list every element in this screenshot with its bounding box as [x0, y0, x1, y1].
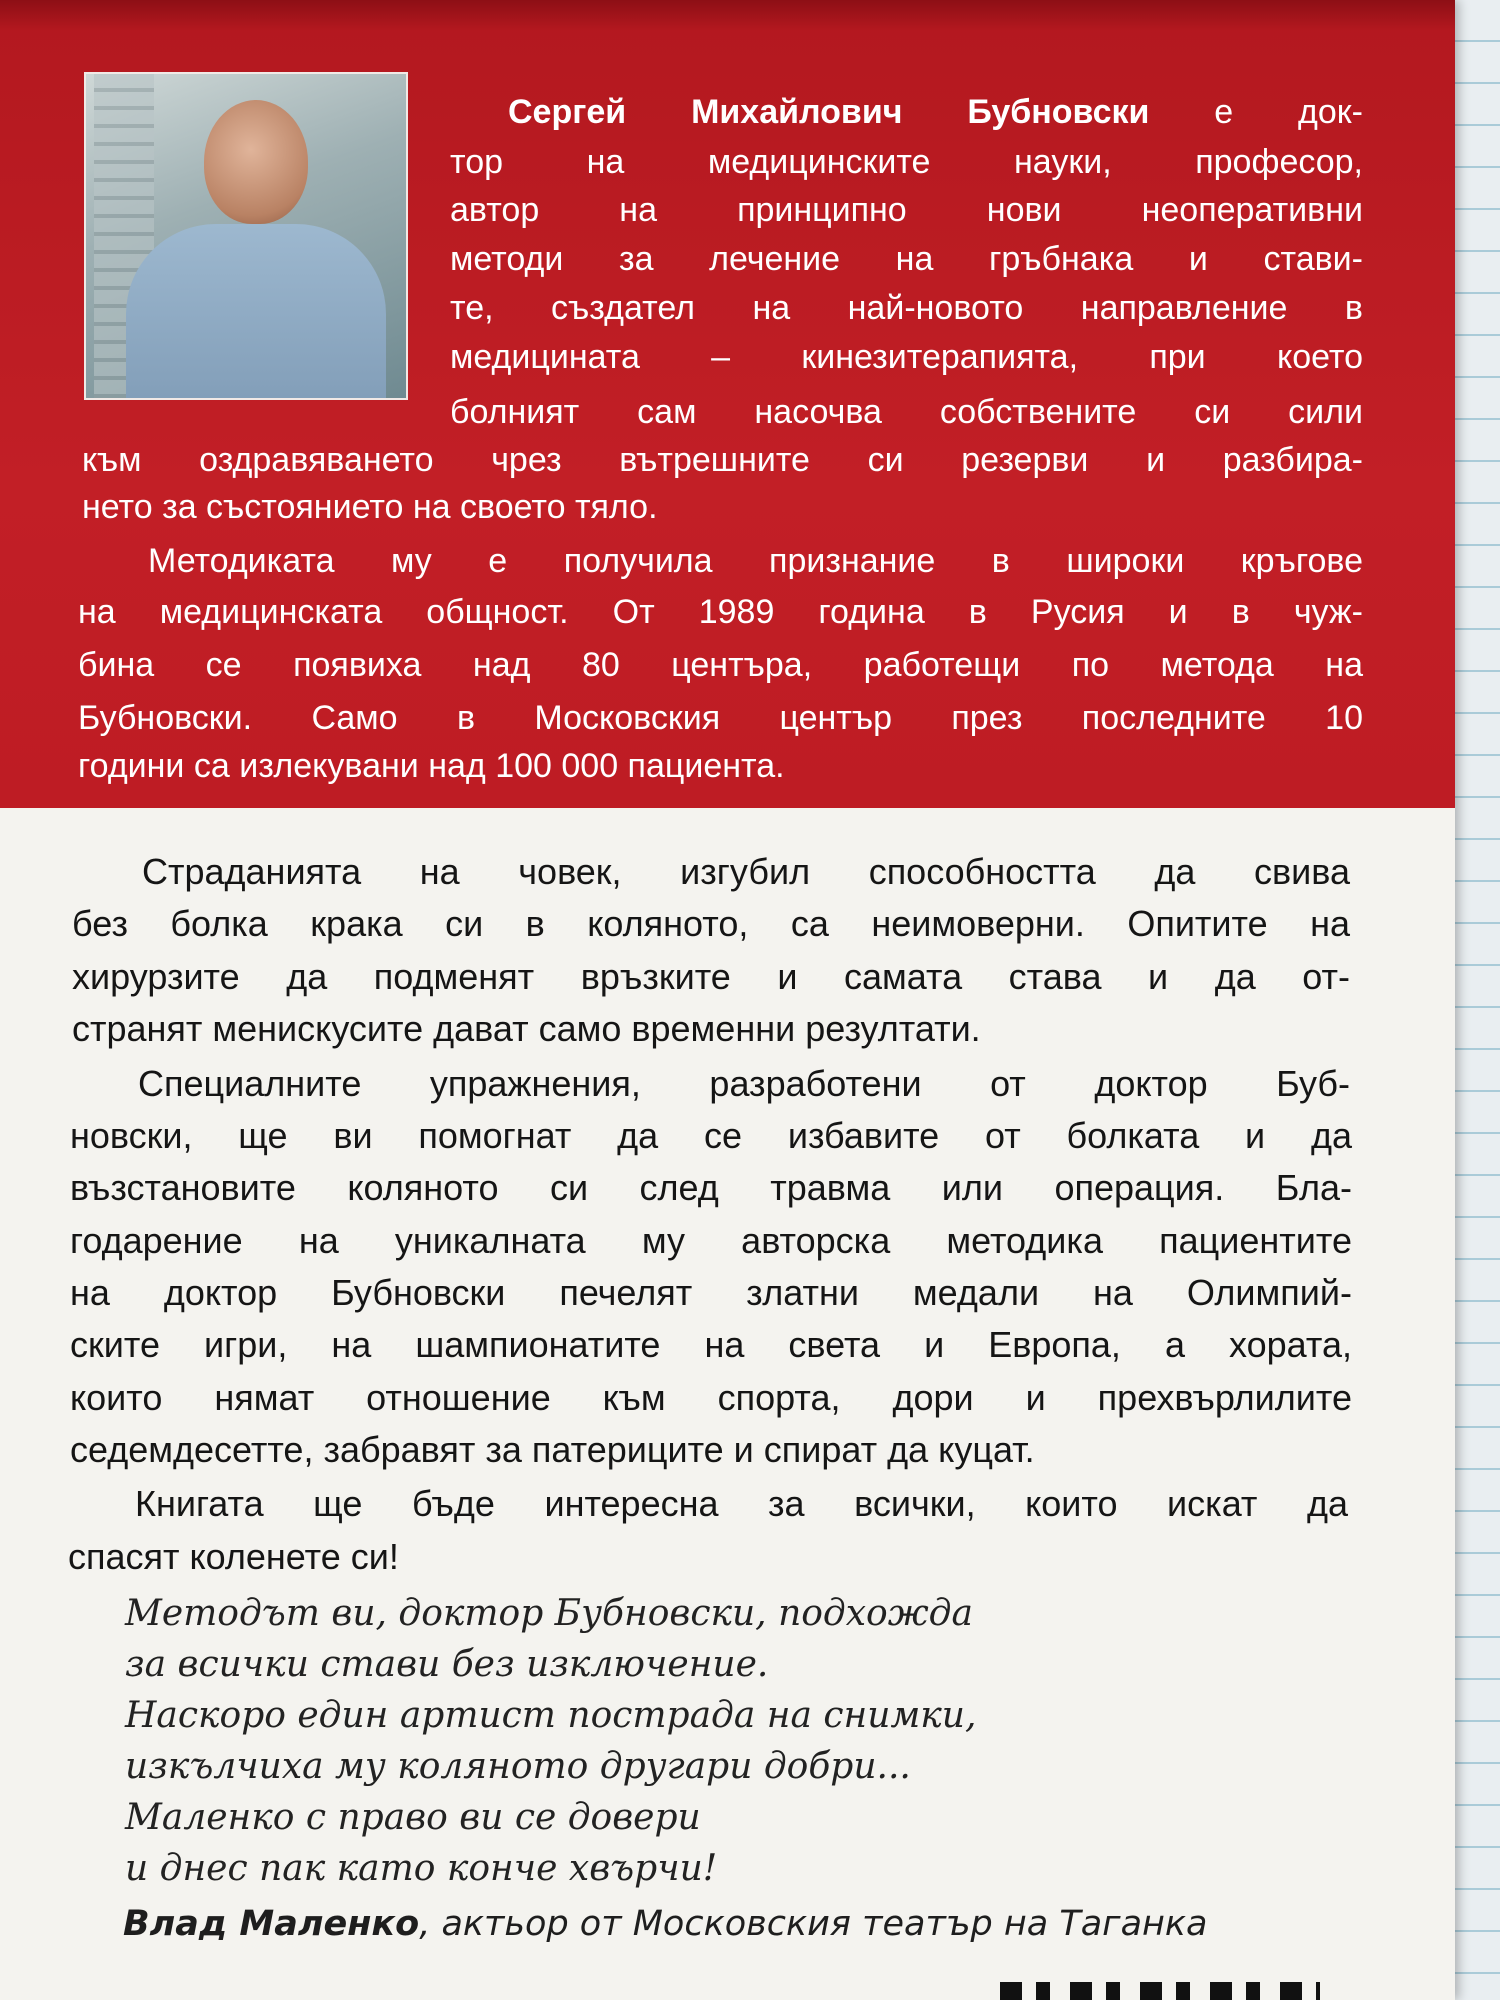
bio-line: бина се появиха над 80 центъра, работещи по метода на [78, 646, 1363, 684]
description-line: спасят коленете си! [68, 1536, 399, 1577]
description-line: хирурзите да подменят връзките и самата става и да от- [72, 956, 1350, 997]
poem-line: Наскоро един артист пострада на снимки, [125, 1695, 977, 1736]
quote-author-role: , актьор от Московския театър на Таганка [419, 1904, 1208, 1944]
description-line: Книгата ще бъде интересна за всички, които искат да [135, 1483, 1348, 1524]
description-line: ските игри, на шампионатите на света и Европа, а хората, [70, 1324, 1352, 1365]
bio-line: методи за лечение на гръбнака и стави- [450, 240, 1363, 278]
poem-line: Маленко с право ви се довери [125, 1797, 701, 1838]
poem-line: и днес пак като конче хвърчи! [125, 1848, 718, 1889]
quote-attribution [123, 1904, 1343, 1944]
poem-line: изкълчиха му коляното другари добри... [125, 1746, 911, 1787]
bio-line: години са излекувани над 100 000 пациента. [78, 747, 785, 785]
description-line: седемдесетте, забравят за патериците и спират да куцат. [70, 1429, 1035, 1470]
description-line: на доктор Бубновски печелят златни медали на Олимпий- [70, 1272, 1352, 1313]
description-line: Специалните упражнения, разработени от доктор Буб- [138, 1063, 1350, 1104]
bio-line: на медицинската общност. От 1989 година в Русия и в чуж- [78, 593, 1363, 631]
author-bio [0, 0, 1455, 808]
bio-line: медицината – кинезитерапията, при което [450, 338, 1363, 376]
quote-author: Влад Маленко [123, 1904, 420, 1944]
barcode-fragment [1000, 1982, 1320, 2000]
description-line: новски, ще ви помогнат да се избавите от болката и да [70, 1115, 1352, 1156]
description-line: без болка крака си в коляното, са неимоверни. Опитите на [72, 903, 1350, 944]
poem-line: Методът ви, доктор Бубновски, подхожда [125, 1593, 973, 1634]
description-line: годарение на уникалната му авторска методика пациентите [70, 1220, 1352, 1261]
bio-line: автор на принципно нови неоперативни [450, 191, 1363, 229]
description-line: които нямат отношение към спорта, дори и прехвърлилите [70, 1377, 1352, 1418]
bio-line: нето за състоянието на своето тяло. [82, 488, 658, 526]
author-name: Сергей Михайлович Бубновски [508, 93, 1150, 131]
bio-line: Методиката му е получила признание в широки кръгове [148, 542, 1363, 580]
poem-line: за всички стави без изключение. [125, 1644, 769, 1685]
bio-line: Бубновски. Само в Московския център през последните 10 [78, 699, 1363, 737]
quote-poem [125, 1588, 1105, 1894]
bio-line: тор на медицинските науки, професор, [450, 143, 1363, 181]
description-line: възстановите коляното си след травма или операция. Бла- [70, 1167, 1352, 1208]
bio-line: към оздравяването чрез вътрешните си резерви и разбира- [82, 441, 1363, 479]
bio-line: болният сам насочва собствените си сили [450, 393, 1363, 431]
bio-line: те, създател на най-новото направление в [450, 289, 1363, 327]
description-line: Страданията на човек, изгубил способността да свива [142, 851, 1350, 892]
bio-line: Сергей Михайлович Бубновски е док- [508, 93, 1363, 131]
description-line: странят менискусите дават само временни резултати. [72, 1008, 981, 1049]
